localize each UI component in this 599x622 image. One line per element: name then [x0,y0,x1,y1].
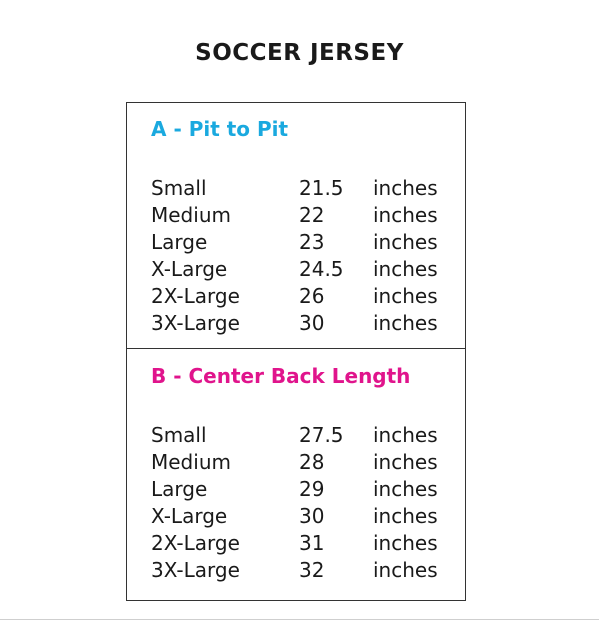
measurement-value: 27.5 [299,423,344,447]
size-label: X-Large [151,504,228,528]
measurement-value: 30 [299,504,325,528]
measurement-value: 22 [299,203,325,227]
measurement-unit: inches [373,230,438,254]
measurement-unit: inches [373,311,438,335]
measurement-row [151,202,451,229]
measurement-row [151,283,451,310]
measurement-value: 31 [299,531,325,555]
section-divider [127,348,465,349]
measurement-unit: inches [373,450,438,474]
section-heading-pit-to-pit: A - Pit to Pit [151,117,289,141]
measurement-row [151,557,451,584]
measurement-unit: inches [373,477,438,501]
measurement-value: 28 [299,450,325,474]
measurement-value: 23 [299,230,325,254]
size-label: 2X-Large [151,284,240,308]
measurement-row [151,449,451,476]
measurement-row [151,256,451,283]
measurement-value: 24.5 [299,257,344,281]
size-label: Small [151,423,207,447]
size-label: X-Large [151,257,228,281]
size-chart-box [126,102,466,601]
measurement-row [151,422,451,449]
bottom-rule [0,619,599,620]
size-label: 3X-Large [151,311,240,335]
measurement-unit: inches [373,257,438,281]
measurement-value: 32 [299,558,325,582]
measurement-row [151,175,451,202]
measurement-list [151,175,451,337]
measurement-row [151,229,451,256]
measurement-unit: inches [373,423,438,447]
size-label: Small [151,176,207,200]
measurement-row [151,310,451,337]
measurement-unit: inches [373,531,438,555]
measurement-value: 21.5 [299,176,344,200]
size-label: Medium [151,450,231,474]
section-heading-center-back-length: B - Center Back Length [151,364,411,388]
measurement-value: 29 [299,477,325,501]
size-label: 3X-Large [151,558,240,582]
size-label: 2X-Large [151,531,240,555]
measurement-unit: inches [373,504,438,528]
size-label: Large [151,230,208,254]
measurement-value: 26 [299,284,325,308]
measurement-row [151,530,451,557]
size-label: Large [151,477,208,501]
measurement-row [151,503,451,530]
measurement-unit: inches [373,284,438,308]
page-title: SOCCER JERSEY [195,40,404,66]
measurement-row [151,476,451,503]
measurement-unit: inches [373,558,438,582]
measurement-unit: inches [373,203,438,227]
measurement-unit: inches [373,176,438,200]
measurement-list [151,422,451,584]
size-label: Medium [151,203,231,227]
measurement-value: 30 [299,311,325,335]
